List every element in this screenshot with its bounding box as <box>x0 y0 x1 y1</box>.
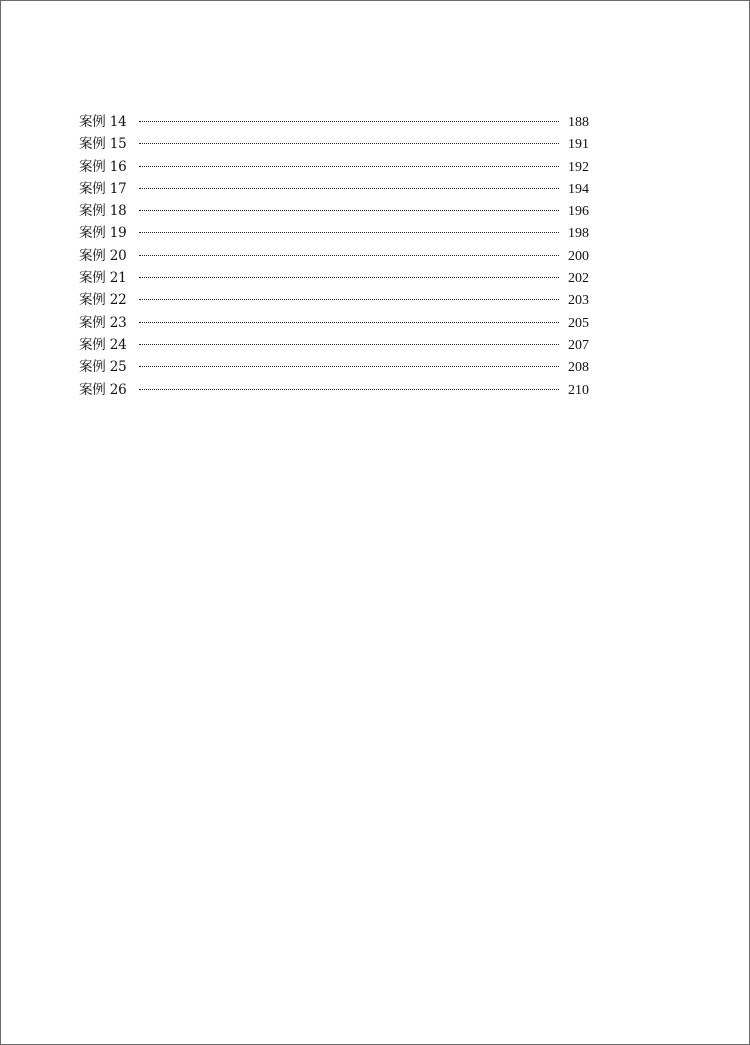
table-of-contents <box>79 111 589 401</box>
toc-dot-leader <box>139 165 559 167</box>
toc-entry-label: 案例 21 <box>79 270 127 287</box>
toc-entry-label: 案例 14 <box>79 114 127 130</box>
toc-entry <box>79 156 589 178</box>
toc-entry-page: 198 <box>568 226 589 242</box>
toc-entry-label: 案例 16 <box>79 158 127 175</box>
toc-dot-leader <box>139 321 559 323</box>
toc-entry <box>79 379 589 401</box>
toc-entry-page: 207 <box>568 337 589 353</box>
toc-entry-page: 196 <box>568 204 589 220</box>
toc-entry-label: 案例 17 <box>79 180 127 197</box>
toc-entry-page: 202 <box>568 271 589 287</box>
toc-entry-label: 案例 23 <box>79 314 127 331</box>
toc-entry-label: 案例 22 <box>79 292 127 309</box>
toc-entry <box>79 289 589 311</box>
toc-entry <box>79 133 589 155</box>
toc-dot-leader <box>139 388 559 390</box>
toc-entry <box>79 178 589 200</box>
toc-dot-leader <box>139 209 559 211</box>
toc-dot-leader <box>139 120 559 122</box>
toc-entry <box>79 222 589 244</box>
toc-entry-page: 192 <box>568 159 589 175</box>
toc-entry-label: 案例 20 <box>79 247 127 264</box>
toc-entry <box>79 267 589 289</box>
toc-dot-leader <box>139 298 559 300</box>
toc-entry-page: 191 <box>568 137 589 153</box>
toc-entry-label: 案例 24 <box>79 336 127 353</box>
toc-dot-leader <box>139 142 559 144</box>
toc-entry <box>79 200 589 222</box>
toc-entry <box>79 356 589 378</box>
toc-entry <box>79 245 589 267</box>
toc-dot-leader <box>139 231 559 233</box>
toc-dot-leader <box>139 254 559 256</box>
toc-entry-page: 200 <box>568 248 589 264</box>
toc-entry-page: 194 <box>568 181 589 197</box>
toc-entry <box>79 111 589 133</box>
toc-entry-page: 188 <box>568 115 589 130</box>
toc-dot-leader <box>139 365 559 367</box>
toc-entry-page: 203 <box>568 293 589 309</box>
toc-entry <box>79 334 589 356</box>
toc-entry-label: 案例 25 <box>79 359 127 376</box>
toc-dot-leader <box>139 276 559 278</box>
toc-dot-leader <box>139 343 559 345</box>
toc-entry-label: 案例 15 <box>79 136 127 153</box>
toc-entry-label: 案例 19 <box>79 225 127 242</box>
toc-dot-leader <box>139 187 559 189</box>
toc-entry <box>79 312 589 334</box>
toc-entry-label: 案例 26 <box>79 381 127 398</box>
toc-entry-page: 210 <box>568 382 589 398</box>
toc-entry-page: 208 <box>568 360 589 376</box>
toc-entry-page: 205 <box>568 315 589 331</box>
toc-entry-label: 案例 18 <box>79 203 127 220</box>
